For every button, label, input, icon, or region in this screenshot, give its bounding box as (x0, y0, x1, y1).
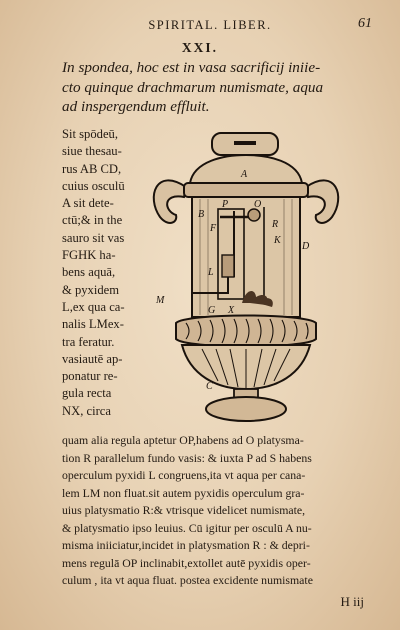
heading-line: In spondea, hoc est in vasa sacrificij iniie- (62, 59, 321, 76)
text-line: vasiautē ap- (62, 351, 123, 366)
text-line: lem LM non fluat.sit autem pyxidis operculum gra- (62, 485, 305, 500)
figure-label-c: C (206, 381, 213, 392)
chapter-number: XXI. (181, 40, 219, 55)
heading-line: ad inspergendum effluit. (62, 98, 210, 115)
text-line: gula recta (62, 386, 112, 401)
text-line: ctū;& in the (62, 213, 123, 228)
text-line: siue thesau- (62, 144, 122, 159)
figure-label-f: F (210, 223, 217, 234)
text-line: rus AB CD, (62, 161, 122, 176)
text-line: sauro sit vas (62, 230, 125, 245)
vessel-foot (206, 397, 286, 421)
platysmation-disc (248, 209, 260, 221)
text-line: misma iniiciatur,incidet in platysmation R : & depri- (62, 538, 310, 552)
text-line: quam alia regula aptetur OP,habens ad O platysma- (62, 433, 304, 447)
right-handle (306, 180, 338, 223)
left-handle (154, 180, 186, 223)
body-text (62, 432, 374, 590)
figure-label-a: A (241, 169, 248, 180)
text-line: & platysmatio ipso leuius. Cū igitur per osculū A nu- (62, 520, 312, 535)
figure-label-g: G (208, 305, 216, 316)
text-line: culum , ita vt aqua fluat. postea excidente numismate (62, 573, 313, 587)
text-line: FGHK ha- (62, 248, 116, 263)
figure-label-r: R (272, 219, 279, 230)
text-line: tra feratur. (62, 334, 115, 349)
text-line: nalis LMex- (62, 317, 124, 332)
figure-label-p: P (222, 199, 229, 210)
coin-slot (234, 141, 256, 145)
figure-label-x: X (228, 305, 235, 316)
text-line: ponatur re- (62, 369, 118, 384)
figure-label-l: L (208, 267, 214, 278)
signature-mark: H iij (340, 594, 364, 609)
text-line: A sit dete- (62, 196, 114, 211)
running-title: SPIRITAL. LIBER. (148, 18, 272, 32)
figure-label-b: B (198, 209, 205, 220)
chapter-heading (62, 58, 374, 117)
figure-label-o: O (254, 199, 262, 210)
figure-label-m: M (156, 295, 165, 306)
pyxis-box (222, 255, 234, 277)
page-number: 61 (358, 16, 372, 31)
text-line: cuius osculū (62, 178, 125, 193)
heading-line: cto quinque drachmarum numismate, aqua (62, 78, 324, 96)
text-line: uius platysmatio R:& vtrisque videlicet numismate, (62, 503, 306, 517)
vessel-rim (184, 183, 308, 197)
text-line: NX, circa (62, 403, 111, 418)
text-line: operculum pyxidi L congruens,ita vt aqua per cana- (62, 468, 306, 482)
figure-label-d: D (302, 241, 310, 252)
text-line: Sit spōdeū, (62, 127, 118, 141)
text-line: tion R parallelum fundo vasis: & iuxta P ad S habens (62, 450, 312, 465)
text-line: mens regulā OP inclinabit,extollet autē pyxidis oper- (62, 555, 311, 570)
text-line: bens aquā, (62, 265, 116, 280)
vessel-illustration (146, 127, 346, 427)
figure-label-k: K (274, 235, 281, 246)
text-line: & pyxidem (62, 282, 120, 297)
text-line: L,ex qua ca- (62, 299, 125, 314)
